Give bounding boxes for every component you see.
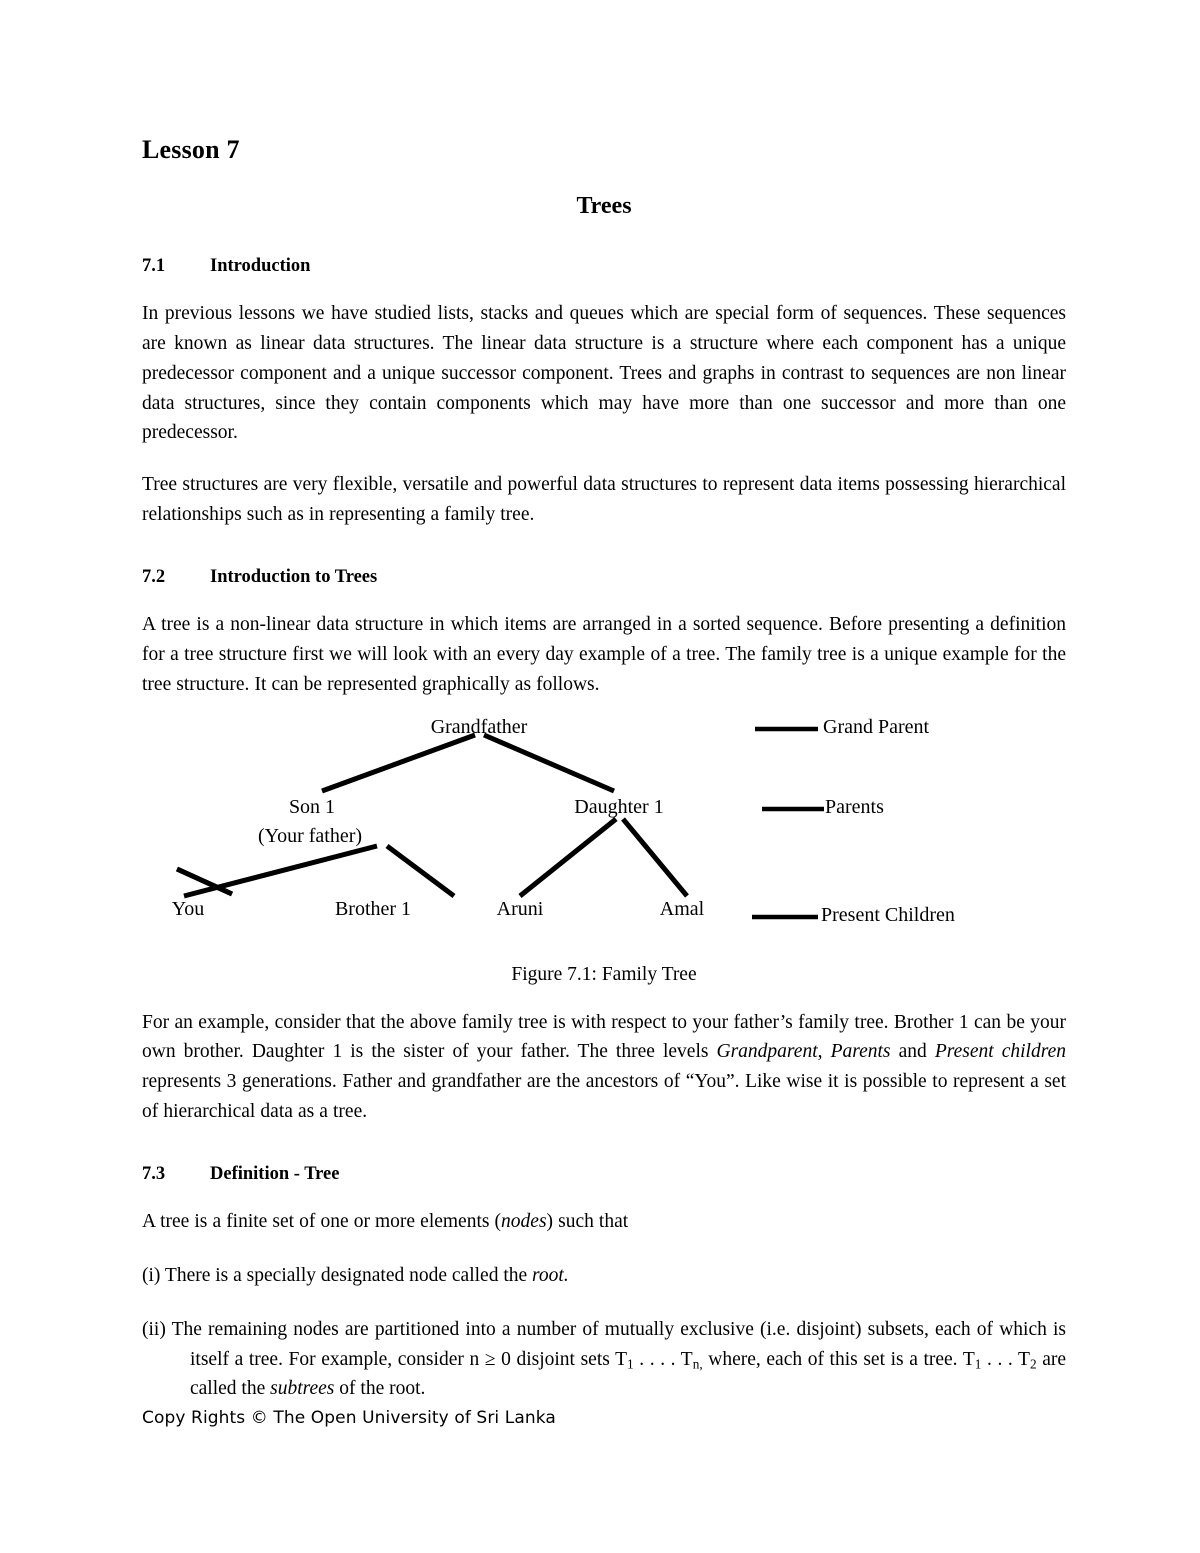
paragraph-after-figure bbox=[142, 986, 1066, 1127]
legend-label-parents: Parents bbox=[825, 795, 884, 818]
paragraph-intro-2: Tree structures are very flexible, versatile and powerful data structures to represent data items possessing hierarchical relationships such as in representing a family tree. bbox=[142, 474, 1066, 526]
def-ii-text-c: where, each of this set is a tree. T bbox=[702, 1348, 975, 1370]
edge-grandfather-son bbox=[322, 735, 475, 791]
legend-label-present-children: Present Children bbox=[821, 903, 955, 926]
section-number: 7.1 bbox=[142, 255, 166, 276]
figure-family-tree bbox=[142, 706, 1066, 958]
section-title: Introduction to Trees bbox=[210, 566, 378, 587]
after-fig-text-b: , bbox=[817, 1041, 831, 1063]
def-lead-text-a: A tree is a finite set of one or more elements ( bbox=[142, 1211, 502, 1233]
section-number: 7.2 bbox=[142, 566, 166, 587]
def-ii-em-subtrees: subtrees bbox=[270, 1378, 335, 1400]
section-number: 7.3 bbox=[142, 1163, 166, 1184]
paragraph-trees-1: A tree is a non-linear data structure in which items are arranged in a sorted sequence. Before presenting a definition for a tree structure first we will look with an every day example of a tree. The family tree is a unique example for the tree structure. It can be represented graphically as follows. bbox=[142, 614, 1066, 695]
def-i-text: (i) There is a specially designated node called the bbox=[142, 1264, 533, 1286]
after-fig-em-grandparent: Grandparent bbox=[716, 1041, 818, 1063]
definition-lead bbox=[142, 1185, 1066, 1237]
figure-caption: Figure 7.1: Family Tree bbox=[511, 963, 697, 985]
section-title: Definition - Tree bbox=[210, 1163, 340, 1184]
after-fig-em-parents: Parents bbox=[830, 1041, 891, 1063]
footer-copyright: Copy Rights © The Open University of Sri Lanka bbox=[142, 1408, 556, 1428]
def-ii-sub-1b: 1 bbox=[974, 1356, 982, 1372]
tree-node-brother: Brother 1 bbox=[334, 897, 412, 920]
edge-father-brother bbox=[387, 846, 454, 896]
edge-father-you bbox=[184, 846, 377, 896]
def-lead-em-nodes: nodes bbox=[501, 1211, 547, 1233]
tree-node-son: Son 1 bbox=[288, 795, 336, 818]
def-ii-sub-2: 2 bbox=[1029, 1356, 1037, 1372]
paragraph-intro-1: In previous lessons we have studied lists, stacks and queues which are special form of sequences. These sequences are known as linear data structures. The linear data structure is a structure where each component has a unique predecessor component and a unique successor component. Trees and graphs in contrast to sequences are non linear data structures, since they contain components which may have more than one successor and more than one predecessor. bbox=[142, 303, 1066, 444]
edge-daughter-aruni bbox=[520, 819, 616, 896]
after-fig-text-d: represents 3 generations. Father and grandfather are the ancestors of “You”. Like wise it is possible to represent a set of hierarchical data as a tree. bbox=[142, 1071, 1066, 1123]
edge-daughter-amal bbox=[623, 819, 687, 896]
definition-item-i bbox=[142, 1237, 1066, 1291]
after-fig-em-present-children: Present children bbox=[934, 1041, 1066, 1063]
section-heading-7-2 bbox=[142, 530, 1066, 588]
def-ii-text-e: are called the bbox=[190, 1348, 1067, 1400]
tree-node-grandfather: Grandfather bbox=[430, 715, 528, 738]
section-heading-7-1 bbox=[142, 219, 1066, 277]
tree-node-amal: Amal bbox=[659, 897, 705, 920]
def-ii-text-a: (ii) The remaining nodes are partitioned into a number of mutually exclusive (i.e. disjoint) subsets, each of which is itself a tree. For example, consider n ≥ 0 disjoint sets T bbox=[142, 1318, 1066, 1370]
legend-label-grand-parent: Grand Parent bbox=[823, 715, 930, 738]
section-heading-7-3 bbox=[142, 1127, 1066, 1185]
after-fig-text-a: For an example, consider that the above family tree is with respect to your father’s family tree. Brother 1 can be your own brother. Daughter 1 is the sister of your father. The three levels bbox=[142, 1011, 1066, 1063]
def-lead-text-b: ) such that bbox=[546, 1211, 629, 1233]
def-ii-sub-1: 1 bbox=[627, 1356, 634, 1372]
def-ii-text-d: . . . T bbox=[981, 1348, 1030, 1370]
edge-grandfather-daughter bbox=[484, 735, 614, 791]
tree-node-aruni: Aruni bbox=[496, 897, 544, 920]
tree-node-son-sublabel: (Your father) bbox=[257, 824, 363, 847]
lesson-title: Lesson 7 bbox=[142, 135, 240, 164]
tree-node-you: You bbox=[171, 897, 205, 920]
def-ii-text-f: of the root. bbox=[334, 1378, 426, 1400]
def-i-em-root: root. bbox=[532, 1264, 569, 1286]
after-fig-text-c: and bbox=[890, 1041, 935, 1063]
definition-item-ii bbox=[142, 1291, 1066, 1404]
section-title: Introduction bbox=[210, 255, 311, 276]
def-ii-text-b: . . . . T bbox=[633, 1348, 693, 1370]
page-content bbox=[142, 0, 1066, 1404]
document-title: Trees bbox=[576, 192, 632, 219]
tree-node-daughter: Daughter 1 bbox=[574, 795, 664, 818]
def-ii-sub-n: n, bbox=[692, 1356, 703, 1372]
